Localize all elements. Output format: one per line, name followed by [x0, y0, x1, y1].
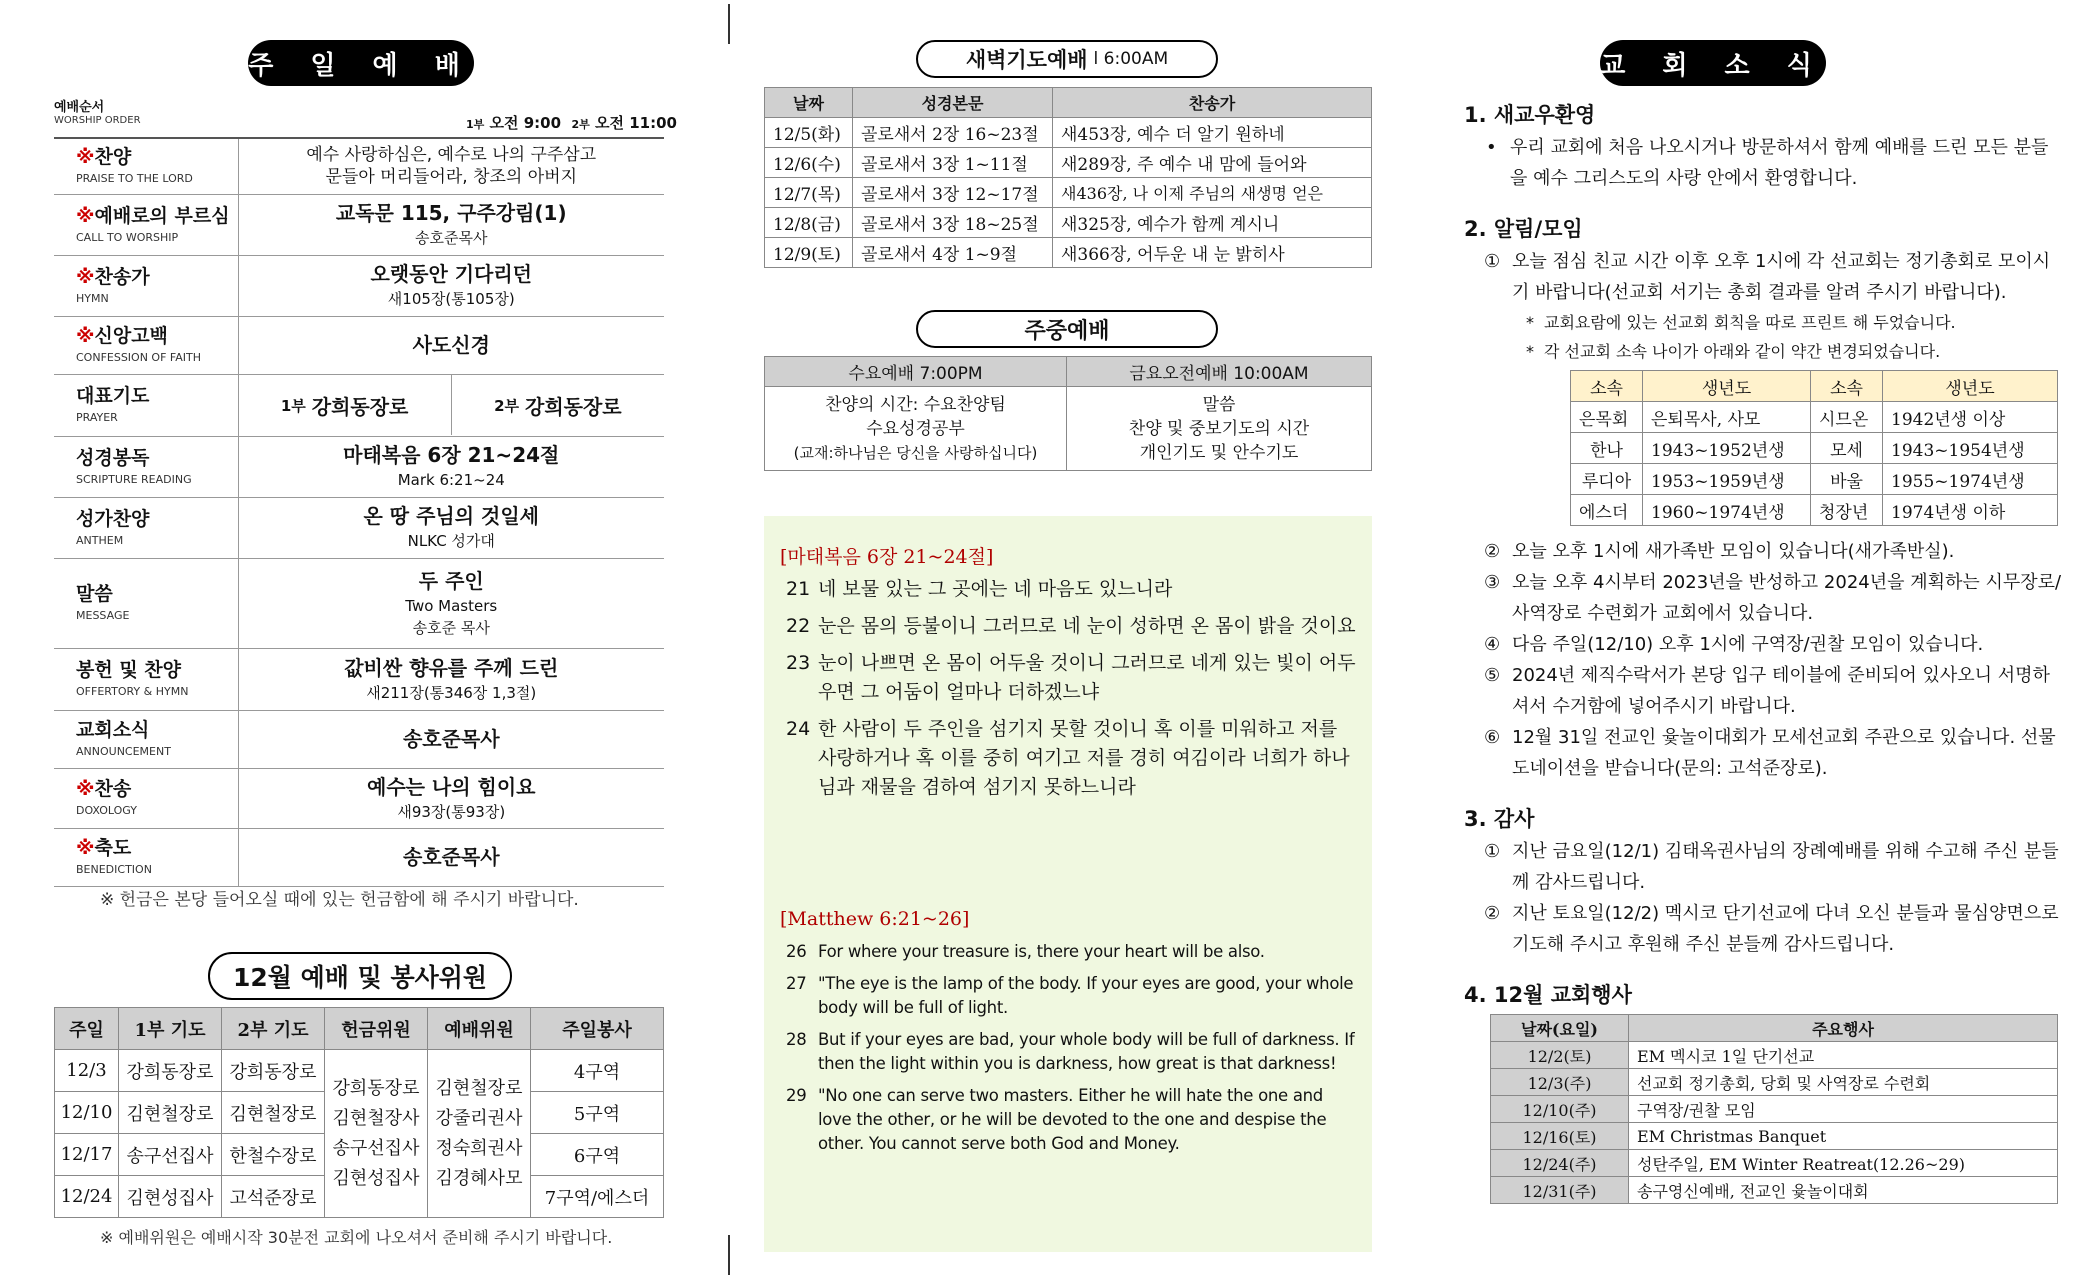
- bullet-icon: •: [1486, 137, 1497, 158]
- dawn-title-text: 새벽기도예배: [965, 48, 1088, 72]
- age-cell: 바울: [1811, 464, 1883, 495]
- notice-subnote: [1464, 337, 2064, 366]
- table-row: [1571, 464, 2058, 495]
- dawn-time-text: l 6:00AM: [1093, 49, 1169, 69]
- friday-header: 금요오전예배 10:00AM: [1067, 357, 1372, 387]
- table-row: [1491, 1069, 2058, 1096]
- thanks-item: [1464, 898, 2064, 960]
- service2-time: 오전 11:00: [595, 114, 677, 132]
- item-name-en: CONFESSION OF FAITH: [76, 351, 201, 364]
- verse-text: 눈이 나쁘면 온 몸이 어두울 것이니 그러므로 네게 있는 빛이 어두우면 그 어둠이 얼마나 더하겠느냐: [818, 652, 1356, 703]
- item-name: 말씀: [76, 583, 113, 605]
- verse-text: 네 보물 있는 그 곳에는 네 마음도 있느니라: [818, 578, 1173, 600]
- dawn-prayer-table: [764, 87, 1372, 268]
- notice-text: 오늘 점심 친교 시간 이후 오후 1시에 각 선교회는 정기총회로 모이시기 바랍니다(선교회 서기는 총회 결과를 알려 주시기 바랍니다).: [1512, 251, 2051, 303]
- age-cell: 1943~1952년생: [1643, 433, 1811, 464]
- item-name-en: ANTHEM: [76, 533, 124, 547]
- verse: [786, 1028, 1358, 1076]
- age-cell: 은퇴목사, 사모: [1643, 402, 1811, 433]
- worship-member: 김현철장로: [435, 1077, 523, 1099]
- thanks-text: 지난 금요일(12/1) 김태옥권사님의 장례예배를 위해 수고해 주신 분들께 감사드립니다.: [1512, 841, 2059, 893]
- verse-text: For where your treasure is, there your heart will be also.: [818, 942, 1265, 961]
- roster-service: 5구역: [531, 1092, 664, 1134]
- roster-header: 헌금위원: [325, 1008, 428, 1050]
- dawn-date: 12/6(수): [765, 148, 853, 178]
- dawn-prayer-title: [916, 40, 1218, 78]
- roster-header: 1부 기도: [119, 1008, 222, 1050]
- table-row: [1491, 1123, 2058, 1150]
- table-row: [1491, 1042, 2058, 1069]
- table-row: [1571, 495, 2058, 526]
- age-cell: 1953~1959년생: [1643, 464, 1811, 495]
- age-cell: 한나: [1571, 433, 1643, 464]
- announcements: [1464, 98, 2064, 1204]
- verse: [786, 715, 1358, 802]
- verse-text: "The eye is the lamp of the body. If your eyes are good, your whole body will be full of light.: [818, 974, 1354, 1017]
- worship-row: [54, 768, 664, 828]
- item-name: 찬양: [94, 146, 132, 169]
- item-name: 찬송가: [94, 265, 150, 288]
- item-name: 신앙고백: [94, 325, 168, 347]
- item-detail: NLKC 성가대: [407, 532, 495, 550]
- item-detail: 송호준 목사: [412, 618, 490, 637]
- event-header: 주요행사: [1629, 1015, 2058, 1042]
- event-date: 12/3(주): [1491, 1069, 1629, 1096]
- korean-scripture-ref: [마태복음 6장 21~24절]: [780, 546, 994, 568]
- dawn-bible: 골로새서 3장 12~17절: [853, 178, 1053, 208]
- program-line: 개인기도 및 안수기도: [1139, 442, 1299, 463]
- verse: [786, 612, 1358, 641]
- standing-mark: ※: [76, 325, 95, 347]
- section-heading: 2. 알림/모임: [1464, 217, 1583, 241]
- age-header: 생년도: [1643, 371, 1811, 402]
- program-line: 찬양 및 중보기도의 시간: [1128, 418, 1310, 439]
- worship-row: [54, 497, 664, 558]
- worship-order-label: [54, 96, 141, 126]
- notice-item: [1464, 660, 2064, 722]
- item-name: 성경봉독: [76, 446, 150, 469]
- offering-team-cell: [325, 1050, 428, 1218]
- section-heading: 4. 12월 교회행사: [1464, 983, 1632, 1007]
- worship-member: 김경혜사모: [435, 1167, 523, 1189]
- worship-row: [54, 648, 664, 710]
- prayer-service2-label: 2부: [494, 396, 520, 415]
- worship-row: [54, 710, 664, 768]
- offering-note: ※ 헌금은 본당 들어오실 때에 있는 헌금함에 해 주시기 바랍니다.: [100, 890, 579, 910]
- age-cell: 1974년생 이하: [1883, 495, 2058, 526]
- dawn-hymn: 새453장, 예수 더 알기 원하네: [1053, 118, 1372, 148]
- verse: [786, 972, 1358, 1020]
- verse: [786, 649, 1358, 707]
- service1-label: 1부: [466, 118, 485, 131]
- age-cell: 1942년생 이상: [1883, 402, 2058, 433]
- table-row: [1491, 1177, 2058, 1204]
- item-detail: 마태복음 6장 21~24절: [343, 443, 560, 467]
- table-row: [1571, 402, 2058, 433]
- roster-prayer1: 강희동장로: [119, 1050, 222, 1092]
- standing-mark: ※: [76, 204, 95, 227]
- prayer-service2: [452, 375, 664, 435]
- item-name: 축도: [94, 837, 132, 859]
- midweek-worship-title: 주중예배: [916, 310, 1218, 348]
- age-cell: 청장년: [1811, 495, 1883, 526]
- december-events-table: [1490, 1014, 2058, 1204]
- event-name: 성탄주일, EM Winter Reatreat(12.26~29): [1629, 1150, 2058, 1177]
- worship-row: [54, 194, 664, 255]
- worship-row: [54, 316, 664, 374]
- english-scripture-ref: [Matthew 6:21~26]: [780, 908, 970, 930]
- item-detail: 사도신경: [412, 332, 490, 357]
- prayer-service1: [239, 375, 452, 435]
- circled-number: ⑤: [1484, 665, 1501, 686]
- item-detail: 교독문 115, 구주강림(1): [335, 201, 567, 225]
- age-cell: 1960~1974년생: [1643, 495, 1811, 526]
- worship-row: [54, 436, 664, 497]
- roster-prayer2: 강희동장로: [222, 1050, 325, 1092]
- verse: [786, 1084, 1358, 1156]
- item-detail: 두 주인: [418, 568, 484, 593]
- table-row: [1571, 433, 2058, 464]
- column-divider-left-bottom: [728, 1235, 730, 1275]
- item-name-en: PRAYER: [76, 411, 118, 424]
- dawn-hymn: 새325장, 예수가 함께 계시니: [1053, 208, 1372, 238]
- notice-item: [1464, 629, 2064, 660]
- item-detail: 새211장(통346장 1,3절): [366, 683, 537, 702]
- item-name-en: OFFERTORY & HYMN: [76, 685, 189, 698]
- midweek-worship-table: [764, 356, 1372, 471]
- item-detail: 문들아 머리들어라, 창조의 아버지: [325, 167, 578, 188]
- notice-item: [1464, 722, 2064, 784]
- item-name-en: ANNOUNCEMENT: [76, 745, 171, 758]
- item-detail: 예수 사랑하심은, 예수로 나의 구주삼고: [306, 145, 597, 166]
- roster-note: ※ 예배위원은 예배시작 30분전 교회에 나오셔서 준비해 주시기 바랍니다.: [100, 1228, 613, 1247]
- korean-scripture: [786, 575, 1358, 802]
- circled-number: ④: [1484, 634, 1501, 655]
- standing-mark: ※: [76, 837, 95, 859]
- circled-number: ⑥: [1484, 727, 1501, 748]
- event-name: 송구영신예배, 전교인 윷놀이대회: [1629, 1177, 2058, 1204]
- dawn-hymn: 새289장, 주 예수 내 맘에 들어와: [1053, 148, 1372, 178]
- prayer-service1-name: 강희동장로: [311, 394, 409, 419]
- prayer-service1-label: 1부: [280, 396, 306, 415]
- age-cell: 모세: [1811, 433, 1883, 464]
- thanks-text: 지난 토요일(12/2) 멕시코 단기선교에 다녀 오신 분들과 물심양면으로 기도해 주시고 후원해 주신 분들께 감사드립니다.: [1512, 903, 2059, 955]
- roster-date: 12/17: [55, 1134, 119, 1176]
- verse-number: 22: [786, 615, 811, 637]
- worship-row: [54, 558, 664, 648]
- verse-text: 눈은 몸의 등불이니 그러므로 네 눈이 성하면 온 몸이 밝을 것이요: [818, 615, 1356, 637]
- roster-date: 12/3: [55, 1050, 119, 1092]
- event-name: 선교회 정기총회, 당회 및 사역장로 수련회: [1629, 1069, 2058, 1096]
- event-header: 날짜(요일): [1491, 1015, 1629, 1042]
- table-row: [765, 208, 1372, 238]
- age-cell: 루디아: [1571, 464, 1643, 495]
- event-date: 12/16(토): [1491, 1123, 1629, 1150]
- dawn-date: 12/7(목): [765, 178, 853, 208]
- worship-order-en: WORSHIP ORDER: [54, 115, 141, 126]
- table-row: [765, 118, 1372, 148]
- age-cell: 1943~1954년생: [1883, 433, 2058, 464]
- item-name: 대표기도: [76, 385, 150, 407]
- service1-time: 오전 9:00: [489, 114, 562, 132]
- circled-number: ③: [1484, 572, 1501, 593]
- table-row: [765, 238, 1372, 268]
- subnote-text: 교회요람에 있는 선교회 회칙을 따로 프린트 해 두었습니다.: [1544, 313, 1956, 332]
- roster-prayer2: 한철수장로: [222, 1134, 325, 1176]
- worship-row: [54, 255, 664, 316]
- circled-number: ②: [1484, 541, 1501, 562]
- verse-number: 28: [786, 1030, 807, 1049]
- item-detail: 송호준목사: [415, 229, 488, 247]
- age-header: 생년도: [1883, 371, 2058, 402]
- notice-subnote: [1464, 308, 2064, 337]
- offering-member: 송구선집사: [332, 1137, 420, 1159]
- program-line: 찬양의 시간: 수요찬양팀: [825, 394, 1006, 415]
- event-date: 12/31(주): [1491, 1177, 1629, 1204]
- roster-header: 2부 기도: [222, 1008, 325, 1050]
- item-name-en: HYMN: [76, 291, 109, 305]
- circled-number: ②: [1484, 903, 1501, 924]
- dawn-hymn: 새366장, 어두운 내 눈 밝히사: [1053, 238, 1372, 268]
- item-name: 예배로의 부르심: [94, 204, 230, 227]
- verse-number: 27: [786, 974, 807, 993]
- dawn-hymn: 새436장, 나 이제 주님의 새생명 얻은: [1053, 178, 1372, 208]
- age-cell: 에스더: [1571, 495, 1643, 526]
- dawn-bible: 골로새서 4장 1~9절: [853, 238, 1053, 268]
- table-row: [765, 178, 1372, 208]
- age-cell: 1955~1974년생: [1883, 464, 2058, 495]
- verse: [786, 575, 1358, 604]
- roster-date: 12/10: [55, 1092, 119, 1134]
- welcome-text: [1464, 132, 2064, 194]
- notice-text: 오늘 오후 4시부터 2023년을 반성하고 2024년을 계획하는 시무장로/사역장로 수련회가 교회에서 있습니다.: [1512, 572, 2062, 624]
- worship-member: 강줄리권사: [435, 1107, 523, 1129]
- table-row: [1491, 1150, 2058, 1177]
- offering-member: 김현성집사: [332, 1167, 420, 1189]
- event-date: 12/10(주): [1491, 1096, 1629, 1123]
- worship-row: [54, 828, 664, 886]
- roster-table: [54, 1007, 664, 1218]
- worship-team-cell: [428, 1050, 531, 1218]
- service-times: [466, 112, 677, 133]
- item-detail: 온 땅 주님의 것일세: [363, 504, 539, 528]
- welcome-body: 우리 교회에 처음 나오시거나 방문하셔서 함께 예배를 드린 모든 분들을 예수 그리스도의 사랑 안에서 환영합니다.: [1510, 137, 2049, 189]
- table-row: [55, 1050, 664, 1092]
- section-heading: 3. 감사: [1464, 807, 1535, 831]
- roster-prayer1: 김현철장로: [119, 1092, 222, 1134]
- worship-order-ko: 예배순서: [54, 100, 105, 115]
- english-scripture: [786, 940, 1358, 1156]
- verse: [786, 940, 1358, 964]
- notice-text: 다음 주일(12/10) 오후 1시에 구역장/권찰 모임이 있습니다.: [1512, 634, 1984, 655]
- table-row: [1491, 1096, 2058, 1123]
- item-name: 찬송: [94, 778, 132, 800]
- item-name-en: BENEDICTION: [76, 863, 152, 876]
- item-detail: Two Masters: [405, 596, 498, 615]
- roster-header: 예배위원: [428, 1008, 531, 1050]
- event-name: EM Christmas Banquet: [1629, 1123, 2058, 1150]
- dawn-bible: 골로새서 3장 18~25절: [853, 208, 1053, 238]
- wednesday-header: 수요예배 7:00PM: [765, 357, 1067, 387]
- item-name-en: CALL TO WORSHIP: [76, 230, 179, 244]
- dawn-date: 12/9(토): [765, 238, 853, 268]
- item-detail: 예수는 나의 힘이요: [367, 774, 536, 799]
- asterisk-mark: *: [1526, 342, 1534, 361]
- item-name: 성가찬양: [76, 507, 150, 530]
- dawn-bible: 골로새서 3장 1~11절: [853, 148, 1053, 178]
- church-news-title: 교 회 소 식: [1600, 40, 1826, 86]
- worship-order-table: [54, 137, 664, 887]
- roster-prayer2: 고석준장로: [222, 1176, 325, 1218]
- event-name: 구역장/권찰 모임: [1629, 1096, 2058, 1123]
- age-header: 소속: [1811, 371, 1883, 402]
- roster-header: 주일: [55, 1008, 119, 1050]
- item-detail: Mark 6:21~24: [397, 471, 505, 489]
- verse-number: 29: [786, 1086, 807, 1105]
- notice-text: 12월 31일 전교인 윷놀이대회가 모세선교회 주관으로 있습니다. 선물 도네이션을 받습니다(문의: 고석준장로).: [1512, 727, 2056, 779]
- verse-number: 26: [786, 942, 807, 961]
- wednesday-program: [765, 387, 1067, 471]
- dawn-header: 찬송가: [1053, 88, 1372, 118]
- verse-text: 한 사람이 두 주인을 섬기지 못할 것이니 혹 이를 미워하고 저를 사랑하거나 혹 이를 중히 여기고 저를 경히 여김이라 너희가 하나님과 재물을 겸하여 섬기지 못하느니라: [818, 718, 1350, 798]
- section-heading: 1. 새교우환영: [1464, 103, 1596, 127]
- program-line: 수요성경공부: [866, 418, 965, 439]
- prayer-service2-name: 강희동장로: [525, 394, 622, 419]
- item-detail: 값비싼 향유를 주께 드린: [344, 655, 559, 680]
- item-name-en: PRAISE TO THE LORD: [76, 172, 193, 186]
- offering-member: 김현철장사: [332, 1107, 420, 1129]
- roster-date: 12/24: [55, 1176, 119, 1218]
- dawn-header: 날짜: [765, 88, 853, 118]
- event-name: EM 멕시코 1일 단기선교: [1629, 1042, 2058, 1069]
- circled-number: ①: [1484, 841, 1501, 862]
- worship-member: 정숙희권사: [435, 1137, 523, 1159]
- standing-mark: ※: [76, 778, 95, 800]
- column-divider-left: [728, 4, 730, 44]
- standing-mark: ※: [76, 265, 95, 288]
- table-row: [765, 148, 1372, 178]
- item-detail: 새105장(통105장): [387, 290, 515, 308]
- verse-number: 23: [786, 652, 811, 674]
- event-date: 12/2(토): [1491, 1042, 1629, 1069]
- roster-header: 주일봉사: [531, 1008, 664, 1050]
- roster-prayer2: 김현철장로: [222, 1092, 325, 1134]
- roster-prayer1: 송구선집사: [119, 1134, 222, 1176]
- sunday-worship-title: 주 일 예 배: [248, 40, 474, 86]
- age-cell: 은목회: [1571, 402, 1643, 433]
- friday-program: [1067, 387, 1372, 471]
- service2-label: 2부: [571, 118, 590, 131]
- dawn-date: 12/8(금): [765, 208, 853, 238]
- item-detail: 새93장(통93장): [397, 802, 506, 821]
- verse-text: But if your eyes are bad, your whole body will be full of darkness. If then the light within you is darkness, how great is that darkness!: [818, 1030, 1355, 1073]
- dawn-bible: 골로새서 2장 16~23절: [853, 118, 1053, 148]
- item-detail: 송호준목사: [402, 726, 500, 751]
- notice-item: [1464, 536, 2064, 567]
- item-detail: 오랫동안 기다리던: [370, 262, 533, 286]
- item-name-en: MESSAGE: [76, 609, 130, 622]
- roster-service: 6구역: [531, 1134, 664, 1176]
- standing-mark: ※: [76, 146, 95, 169]
- notice-item: [1464, 246, 2064, 308]
- thanks-item: [1464, 836, 2064, 898]
- asterisk-mark: *: [1526, 313, 1534, 332]
- item-name: 교회소식: [76, 719, 150, 741]
- age-groups-table: [1570, 370, 2058, 526]
- program-line: (교재:하나님은 당신을 사랑하십니다): [793, 443, 1038, 462]
- item-detail: 송호준목사: [402, 844, 500, 869]
- roster-prayer1: 김현성집사: [119, 1176, 222, 1218]
- worship-row: [54, 138, 664, 194]
- circled-number: ①: [1484, 251, 1501, 272]
- verse-number: 21: [786, 578, 811, 600]
- dawn-header: 성경본문: [853, 88, 1053, 118]
- notice-text: 2024년 제직수락서가 본당 입구 테이블에 준비되어 있사오니 서명하셔서 수거함에 넣어주시기 바랍니다.: [1512, 665, 2050, 717]
- notice-text: 오늘 오후 1시에 새가족반 모임이 있습니다(새가족반실).: [1512, 541, 1955, 562]
- age-header: 소속: [1571, 371, 1643, 402]
- verse-number: 24: [786, 718, 811, 740]
- item-name-en: SCRIPTURE READING: [76, 472, 192, 486]
- item-name-en: DOXOLOGY: [76, 804, 138, 817]
- age-cell: 시므온: [1811, 402, 1883, 433]
- event-date: 12/24(주): [1491, 1150, 1629, 1177]
- subnote-text: 각 선교회 소속 나이가 아래와 같이 약간 변경되었습니다.: [1544, 342, 1941, 361]
- dawn-date: 12/5(화): [765, 118, 853, 148]
- worship-row: [54, 374, 664, 436]
- roster-service: 7구역/에스더: [531, 1176, 664, 1218]
- program-line: 말씀: [1202, 394, 1236, 415]
- item-name: 봉헌 및 찬양: [76, 659, 181, 681]
- roster-title: 12월 예배 및 봉사위원: [208, 952, 512, 1000]
- verse-text: "No one can serve two masters. Either he will hate the one and love the other, or he will be devoted to the one and despise the other. You cannot serve both God and Money.: [818, 1086, 1327, 1153]
- roster-service: 4구역: [531, 1050, 664, 1092]
- offering-member: 강희동장로: [332, 1077, 420, 1099]
- notice-item: [1464, 567, 2064, 629]
